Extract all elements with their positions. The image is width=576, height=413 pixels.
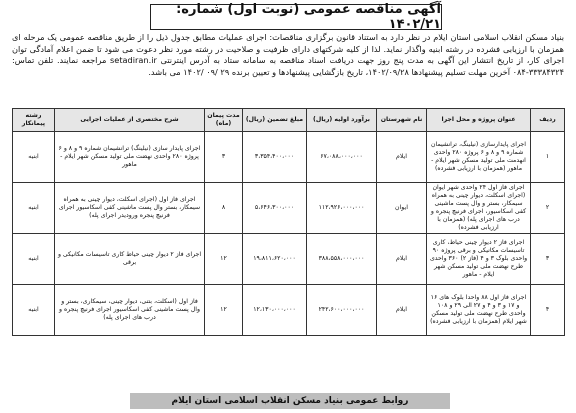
header-contractor-field: رشته پیمانکار	[13, 109, 55, 132]
cell-initial-estimate: ۳۸۸،۵۵۸،۰۰۰،۰۰۰	[307, 234, 377, 285]
cell-contract-duration: ۸	[205, 183, 243, 234]
cell-initial-estimate: ۶۷،۰۸۸،۰۰۰،۰۰۰	[307, 132, 377, 183]
cell-initial-estimate: ۱۱۲،۹۲۶،۰۰۰،۰۰۰	[307, 183, 377, 234]
cell-contractor-field: ابنیه	[13, 234, 55, 285]
cell-contract-duration: ۱۲	[205, 285, 243, 336]
cell-operation-description: فاز اول (اسکلت، بتنی، دیوار چینی، سیمکاری، بستر و وال پست ماشینی کفی اسکاسیور اجرای فرنیچ پنجره و درب های اجرای پله)	[55, 285, 205, 336]
cell-operation-description: اجرای پایدار سازی (نیلینگ) ترانشیمان شماره ۹ و ۸ و ۶ پروژه ۲۸۰ واحدی نهضت ملی تولید مسکن شهر ایلام - ماهور	[55, 132, 205, 183]
header-project-title: عنوان پروژه و محل اجرا	[427, 109, 531, 132]
cell-project-title: اجرای فاز ۲ دیوار چینی حیاط، کاری تاسیسات مکانیکی و برقی پروژه ۹۰ واحدی بلوک ۳ و ۴ (فاز ۲) ۳۶۰ واحدی طرح نهضت ملی تولید مسکن شهر ایلام - ماهور	[427, 234, 531, 285]
header-initial-estimate: برآورد اولیه (ریال)	[307, 109, 377, 132]
table-row	[13, 183, 565, 234]
cell-contract-duration: ۱۲	[205, 234, 243, 285]
footer-public-relations: روابط عمومی بنیاد مسکن انقلاب اسلامی استان ایلام	[171, 396, 409, 406]
cell-guarantee-amount: ۱۹،۸۱۱،۶۲۰،۰۰۰	[243, 234, 307, 285]
cell-contract-duration: ۳	[205, 132, 243, 183]
table-header-row	[13, 109, 565, 132]
cell-row-number: ۲	[531, 183, 565, 234]
cell-row-number: ۱	[531, 132, 565, 183]
cell-contractor-field: ابنیه	[13, 285, 55, 336]
announcement-intro: بنیاد مسکن انقلاب اسلامی استان ایلام در نظر دارد به استناد قانون برگزاری مناقصات: اجرای عملیات مطابق جدول ذیل را از طریق مناقصه عمومی یک مرحله ای همزمان با ارزیابی فشرده در رشته ابنیه واگذار نماید. لذا از کلیه شرکتهای دارای ظرفیت و صلاحیت در رشته مورد نظر دعوت می شود تا ضمن اعلام آمادگی توان اجرای کار، از تاریخ انتشار این آگهی به مدت پنج روز جهت دریافت اسناد مناقصه به سامانه ستاد به آدرس اینترنتی setadiran.ir مراجعه نمایند. تلفن تماس: ۳۳۳۸۴۳۲۴-۰۸۴ آخرین مهلت تسلیم پیشنهادها ۱۴۰۲/۰۹/۲۸، تاریخ بازگشایی پیشنهادها و تعیین برنده ۲۹ /۰۹ /۱۴۰۲ می باشد.	[12, 32, 564, 77]
footer-banner	[130, 393, 450, 409]
table-row	[13, 285, 565, 336]
cell-row-number: ۴	[531, 285, 565, 336]
cell-operation-description: اجرای فاز اول (اجرای اسکلت، دیوار چینی به همراه سیمکار، بستر وال پست ماشینی کفی اسکاسیور اجرای فرنیچ پنجره ورودیدر اجرای پله)	[55, 183, 205, 234]
header-row-number: ردیف	[531, 109, 565, 132]
cell-contractor-field: ابنیه	[13, 183, 55, 234]
cell-initial-estimate: ۲۴۲،۶۰۰،۰۰۰،۰۰۰	[307, 285, 377, 336]
cell-county: ایلام	[377, 234, 427, 285]
announcement-title-box	[150, 4, 442, 30]
header-guarantee-amount: مبلغ تضمین (ریال)	[243, 109, 307, 132]
cell-guarantee-amount: ۳،۳۵۴،۴۰۰،۰۰۰	[243, 132, 307, 183]
cell-county: ایلام	[377, 132, 427, 183]
table-row	[13, 132, 565, 183]
cell-county: ایوان	[377, 183, 427, 234]
cell-contractor-field: ابنیه	[13, 132, 55, 183]
table-row	[13, 234, 565, 285]
header-contract-duration: مدت پیمان (ماه)	[205, 109, 243, 132]
cell-row-number: ۳	[531, 234, 565, 285]
cell-guarantee-amount: ۵،۶۴۶،۳۰۰،۰۰۰	[243, 183, 307, 234]
cell-guarantee-amount: ۱۲،۱۳۰،۰۰۰،۰۰۰	[243, 285, 307, 336]
cell-project-title: اجرای فاز اول ۸۸ واحدا بلوک های ۱۶ و ۱۷ و ۳ و ۴ و ۲۷ الی ۲۹ و ۱۰۸ واحدی طرح نهضت ملی تولید مسکن شهر ایلام (همزمان با ارزیابی فشرده)	[427, 285, 531, 336]
header-operation-description: شرح مختصری از عملیات اجرایی	[55, 109, 205, 132]
tender-table	[12, 108, 565, 336]
cell-project-title: اجرای پایدارسازی (نیلینگ، ترانشیمان شماره ۹ و ۸ و ۶ پروژه ۲۸۰ واحدی انهدمت ملی تولید مسکن شهر ایلام - ماهور (همزمان با ارزیابی فشرده)	[427, 132, 531, 183]
header-county: نام شهرستان	[377, 109, 427, 132]
cell-county: ایلام	[377, 285, 427, 336]
announcement-title: آگهی مناقصه عمومی (نوبت اول) شماره: ۱۴۰۲/۲۱	[176, 2, 441, 32]
cell-project-title: اجرای فاز اول ۲۴ واحدی شهر ایوان (اجرای اسکلت، دیوار چینی به همراه سیمکار، بستر و وال پست ماشینی کفی اسکاسیور، اجرای فرنیچ پنجره و درب های اجرای پله) (همزمان با ارزیابی فشرده)	[427, 183, 531, 234]
cell-operation-description: اجرای فاز ۲ دیوار چینی حیاط کاری تاسیسات مکانیکی و برقی	[55, 234, 205, 285]
